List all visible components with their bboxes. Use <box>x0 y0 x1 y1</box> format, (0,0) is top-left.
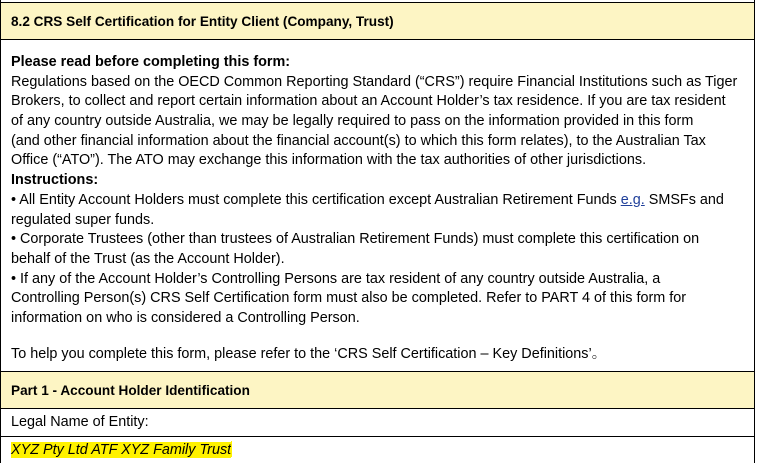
instruction-bullet-2-cont: behalf of the Trust (as the Account Holder). <box>11 250 285 267</box>
intro-line-1: Regulations based on the OECD Common Reporting Standard (“CRS”) require Financial Institutions such as Tiger <box>11 73 738 90</box>
legal-name-field[interactable] <box>1 437 754 463</box>
spacer <box>11 329 748 345</box>
instruction-bullet-2: • Corporate Trustees (other than trustees of Australian Retirement Funds) must complete this certification on <box>11 231 700 248</box>
text-cursor <box>231 441 232 457</box>
intro-heading: Please read before completing this form: <box>11 54 291 70</box>
instruction-bullet-3-cont2: information on who is considered a Controlling Person. <box>11 309 360 326</box>
legal-name-label: Legal Name of Entity: <box>1 409 754 437</box>
help-text: To help you complete this form, please refer to the ‘CRS Self Certification – Key Definitions’。 <box>11 345 607 362</box>
bullet-1-text: • All Entity Account Holders must complete this certification except Australian Retirement Funds <box>11 191 621 208</box>
bullet-1-text-end: SMSFs and <box>644 191 724 208</box>
form-body <box>11 53 748 364</box>
instruction-bullet-1 <box>11 191 748 211</box>
instructions-heading: Instructions: <box>11 172 99 189</box>
intro-line-5: Office (“ATO”). The ATO may exchange this information with the tax authorities of other jurisdictions. <box>11 152 647 169</box>
intro-line-4: (and other financial information about the financial account(s) to which this form relates), to the Australian Tax <box>11 132 706 149</box>
legal-name-value[interactable]: XYZ Pty Ltd ATF XYZ Family Trust <box>11 442 232 458</box>
intro-line-3: of any country outside Australia, we may be legally required to pass on the information provided in this form <box>11 113 694 130</box>
eg-link[interactable]: e.g. <box>620 191 645 208</box>
part1-title: Part 1 - Account Holder Identification <box>1 371 754 409</box>
instruction-bullet-3-cont: Controlling Person(s) CRS Self Certification form must also be completed. Refer to PART 4 of this form for <box>11 290 687 307</box>
section-title: 8.2 CRS Self Certification for Entity Client (Company, Trust) <box>1 2 754 40</box>
instruction-bullet-3: • If any of the Account Holder’s Controlling Persons are tax resident of any country outside Australia, a <box>11 270 661 287</box>
instruction-bullet-1-cont: regulated super funds. <box>11 211 155 228</box>
intro-line-2: Brokers, to collect and report certain information about an Account Holder’s tax residence. If you are tax resident <box>11 93 726 110</box>
